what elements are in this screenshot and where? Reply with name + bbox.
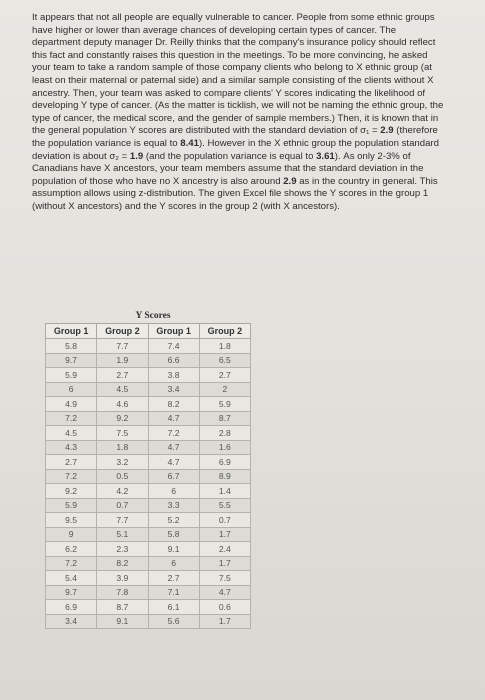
table-cell: 3.4 <box>46 614 97 629</box>
table-cell: 1.4 <box>199 484 250 499</box>
table-cell: 1.8 <box>97 440 148 455</box>
table-cell: 6 <box>46 382 97 397</box>
table-cell: 7.2 <box>46 469 97 484</box>
table-cell: 6.1 <box>148 600 199 615</box>
table-row <box>46 614 251 629</box>
table-cell: 4.7 <box>199 585 250 600</box>
table-cell: 7.4 <box>148 339 199 354</box>
table-cell: 9.1 <box>148 542 199 557</box>
table-cell: 7.7 <box>97 513 148 528</box>
table-row <box>46 368 251 383</box>
table-cell: 3.8 <box>148 368 199 383</box>
table-row <box>46 484 251 499</box>
table-cell: 7.2 <box>148 426 199 441</box>
table-row <box>46 339 251 354</box>
table-row <box>46 571 251 586</box>
column-header: Group 2 <box>199 324 250 339</box>
table-cell: 2.7 <box>46 455 97 470</box>
table-row <box>46 426 251 441</box>
table-cell: 2.4 <box>199 542 250 557</box>
paragraph-text-2: (therefore the population variance is equal to <box>32 125 438 149</box>
table-cell: 2 <box>199 382 250 397</box>
table-cell: 4.5 <box>97 382 148 397</box>
table-cell: 0.7 <box>199 513 250 528</box>
table-row <box>46 527 251 542</box>
table-cell: 4.7 <box>148 411 199 426</box>
table-cell: 1.9 <box>97 353 148 368</box>
table-cell: 0.6 <box>199 600 250 615</box>
table-cell: 5.2 <box>148 513 199 528</box>
table-cell: 5.9 <box>46 368 97 383</box>
table-cell: 1.7 <box>199 556 250 571</box>
sigma2-value: 1.9 <box>129 150 144 162</box>
table-cell: 8.7 <box>97 600 148 615</box>
table-cell: 9.1 <box>97 614 148 629</box>
table-cell: 6.7 <box>148 469 199 484</box>
table-cell: 4.6 <box>97 397 148 412</box>
table-cell: 5.8 <box>148 527 199 542</box>
table-cell: 2.8 <box>199 426 250 441</box>
table-cell: 7.1 <box>148 585 199 600</box>
table-cell: 2.3 <box>97 542 148 557</box>
table-cell: 2.7 <box>148 571 199 586</box>
table-row <box>46 353 251 368</box>
table-cell: 2.7 <box>97 368 148 383</box>
table-row <box>46 411 251 426</box>
table-cell: 9.2 <box>46 484 97 499</box>
table-cell: 4.9 <box>46 397 97 412</box>
paragraph-text-1: It appears that not all people are equally vulnerable to cancer. People from some ethnic groups have higher or lower than average chances of developing certain types of cancer. The department deputy manager Dr. Reilly thinks that the company's insurance policy should reflect this fact and constantly raises this question in the meetings. To be more convincing, he asked your team to take a random sample of those company clients who belong to X ethnic group (at least on their maternal or paternal side) and a similar sample consisting of the clients without X ancestry. Then, your team was asked to compare clients' Y scores indicating the likelihood of developing Y type of cancer. (As the matter is ticklish, we will not be naming the ethnic group, the type of cancer, the medical score, and the gender of sample members.) Then, it is known that in the general population Y scores are distributed with the standard deviation of σ₁ = <box>32 12 444 137</box>
y-scores-table <box>45 323 251 629</box>
table-row <box>46 440 251 455</box>
table-cell: 1.7 <box>199 527 250 542</box>
table-header-row <box>46 324 251 339</box>
table-cell: 6.9 <box>199 455 250 470</box>
column-header: Group 2 <box>97 324 148 339</box>
table-cell: 6 <box>148 484 199 499</box>
table-cell: 9.2 <box>97 411 148 426</box>
table-cell: 0.5 <box>97 469 148 484</box>
table-cell: 1.6 <box>199 440 250 455</box>
table-cell: 7.2 <box>46 411 97 426</box>
table-cell: 6.6 <box>148 353 199 368</box>
table-cell: 5.1 <box>97 527 148 542</box>
paragraph-text-6: as in the country in general. This assumption allows using z-distribution. The given Excel file shows the Y scores in the group 1 (without X ancestors) and the Y scores in the group 2 (with X ancestors). <box>32 175 438 212</box>
table-cell: 3.3 <box>148 498 199 513</box>
table-cell: 5.9 <box>199 397 250 412</box>
table-cell: 2.7 <box>199 368 250 383</box>
table-body <box>46 339 251 629</box>
table-cell: 5.5 <box>199 498 250 513</box>
paragraph-text-5: ). As only 2-3% of Canadians have X ancestors, your team members assume that the standard deviation in the population of those who have no X ancestry is also around <box>32 150 424 187</box>
table-cell: 4.7 <box>148 455 199 470</box>
table-cell: 3.4 <box>148 382 199 397</box>
paragraph-text-4: (and the population variance is equal to <box>143 150 317 162</box>
table-cell: 7.7 <box>97 339 148 354</box>
variance2-value: 3.61 <box>316 150 335 162</box>
sigma-assumed-value: 2.9 <box>283 175 297 187</box>
table-cell: 5.9 <box>46 498 97 513</box>
table-cell: 9.5 <box>46 513 97 528</box>
table-row <box>46 397 251 412</box>
table-cell: 8.9 <box>199 469 250 484</box>
table-cell: 0.7 <box>97 498 148 513</box>
table-cell: 9 <box>46 527 97 542</box>
table-cell: 8.7 <box>199 411 250 426</box>
table-cell: 7.8 <box>97 585 148 600</box>
table-row <box>46 382 251 397</box>
table-cell: 1.7 <box>199 614 250 629</box>
column-header: Group 1 <box>148 324 199 339</box>
table-row <box>46 455 251 470</box>
table-row <box>46 542 251 557</box>
table-row <box>46 600 251 615</box>
table-cell: 8.2 <box>148 397 199 412</box>
column-header: Group 1 <box>46 324 97 339</box>
table-row <box>46 513 251 528</box>
table-cell: 9.7 <box>46 585 97 600</box>
table-caption: Y Scores <box>135 311 171 321</box>
table-cell: 1.8 <box>199 339 250 354</box>
table-row <box>46 498 251 513</box>
table-cell: 4.3 <box>46 440 97 455</box>
paragraph-text-3: ). However in the X ethnic group the population standard deviation is about σ₂ = <box>32 137 439 162</box>
table-cell: 4.7 <box>148 440 199 455</box>
table-cell: 7.5 <box>199 571 250 586</box>
table-row <box>46 469 251 484</box>
variance1-value: 8.41 <box>180 137 199 149</box>
table-cell: 9.7 <box>46 353 97 368</box>
table-cell: 4.5 <box>46 426 97 441</box>
table-cell: 7.5 <box>97 426 148 441</box>
table-cell: 5.4 <box>46 571 97 586</box>
table-cell: 4.2 <box>97 484 148 499</box>
table-cell: 3.9 <box>97 571 148 586</box>
table-cell: 6.5 <box>199 353 250 368</box>
y-scores-table-container <box>45 311 251 629</box>
table-cell: 7.2 <box>46 556 97 571</box>
table-cell: 6.2 <box>46 542 97 557</box>
table-row <box>46 585 251 600</box>
problem-paragraph <box>32 12 444 214</box>
table-cell: 3.2 <box>97 455 148 470</box>
table-cell: 5.8 <box>46 339 97 354</box>
table-cell: 5.6 <box>148 614 199 629</box>
table-cell: 8.2 <box>97 556 148 571</box>
table-cell: 6.9 <box>46 600 97 615</box>
table-cell: 6 <box>148 556 199 571</box>
sigma1-value: 2.9 <box>380 125 394 137</box>
table-row <box>46 556 251 571</box>
